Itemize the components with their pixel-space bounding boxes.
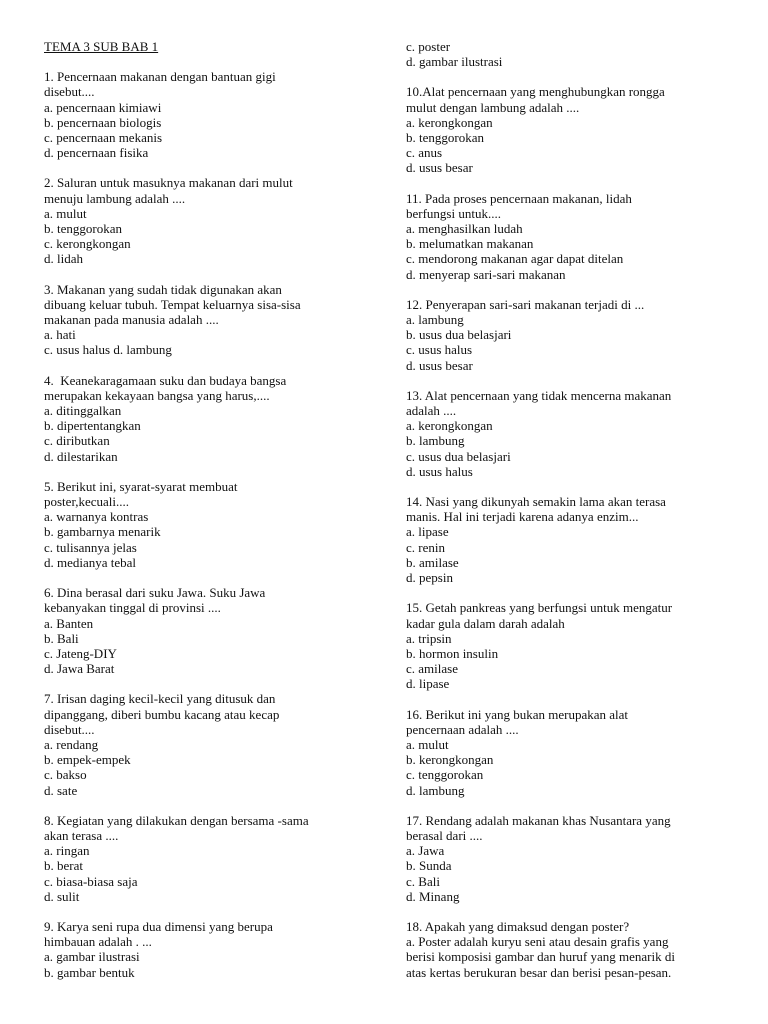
- question-item: [406, 191, 736, 282]
- answer-option: a. Banten: [44, 615, 94, 631]
- question-item: [44, 479, 364, 570]
- answer-option: a. kerongkongan: [406, 114, 493, 130]
- answer-option: c. mendorong makanan agar dapat ditelan: [406, 251, 624, 267]
- answer-option: d. lipase: [406, 676, 450, 692]
- answer-option: d. usus besar: [406, 160, 473, 176]
- answer-option: c. Jateng-DIY: [44, 645, 117, 661]
- answer-option: b. tenggorokan: [44, 221, 122, 237]
- answer-option: a. menghasilkan ludah: [406, 221, 523, 237]
- answer-option: b. berat: [44, 858, 83, 874]
- answer-option: c. Bali: [406, 873, 440, 889]
- answer-option: d. medianya tebal: [44, 554, 137, 570]
- answer-option: a. lambung: [406, 312, 464, 328]
- answer-option: c. bakso: [44, 767, 87, 783]
- question-text: 11. Pada proses pencernaan makanan, lidah berfungsi untuk....: [406, 190, 632, 221]
- answer-option: b. hormon insulin: [406, 645, 499, 661]
- answer-option: a. ditinggalkan: [44, 403, 122, 419]
- answer-option: c. biasa-biasa saja: [44, 873, 138, 889]
- answer-option: b. usus dua belasjari: [406, 327, 512, 343]
- answer-option: d. menyerap sari-sari makanan: [406, 266, 566, 282]
- answer-option: a. ringan: [44, 843, 90, 859]
- answer-option: a. kerongkongan: [406, 418, 493, 434]
- answer-option: a. gambar ilustrasi: [44, 949, 140, 965]
- answer-option: d. sate: [44, 782, 78, 798]
- answer-option: a. pencernaan kimiawi: [44, 99, 162, 115]
- answer-option: b. kerongkongan: [406, 752, 494, 768]
- question-text: 15. Getah pankreas yang berfungsi untuk mengatur kadar gula dalam darah adalah: [406, 600, 673, 631]
- answer-option: c. usus dua belasjari: [406, 448, 511, 464]
- answer-option: d. pepsin: [406, 570, 453, 586]
- answer-option: d. lambung: [406, 782, 465, 798]
- question-item: [406, 813, 736, 904]
- answer-option: a. lipase: [406, 524, 449, 540]
- right-question-list: [406, 84, 736, 979]
- answer-option: a. Poster adalah kuryu seni atau desain grafis yang berisi komposisi gambar dan huruf yang menarik di atas kertas berukuran besar dan berisi pesan-pesan.: [406, 934, 675, 980]
- question-text: 9. Karya seni rupa dua dimensi yang berupa himbauan adalah . ...: [44, 918, 273, 950]
- answer-option: b. lambung: [406, 433, 465, 449]
- answer-option: b. empek-empek: [44, 752, 131, 768]
- question-item: [44, 691, 364, 797]
- answer-option: d. lidah: [44, 251, 83, 267]
- answer-option: b. amilase: [406, 554, 459, 570]
- question-text: 7. Irisan daging kecil-kecil yang ditusuk dan dipanggang, diberi bumbu kacang atau kecap disebut....: [44, 691, 280, 737]
- answer-option: c. kerongkongan: [44, 236, 131, 252]
- answer-option: c. amilase: [406, 661, 458, 677]
- answer-option: a. mulut: [406, 736, 449, 752]
- answer-option: d. Minang: [406, 888, 460, 904]
- answer-option: b. melumatkan makanan: [406, 236, 534, 252]
- answer-option: b. gambarnya menarik: [44, 524, 161, 540]
- answer-option: c. pencernaan mekanis: [44, 130, 163, 146]
- answer-option: c. renin: [406, 539, 445, 555]
- question-item: [406, 919, 736, 980]
- answer-option: d. usus halus: [406, 463, 473, 479]
- answer-option: d. usus besar: [406, 357, 473, 373]
- question-text: 2. Saluran untuk masuknya makanan dari mulut menuju lambung adalah ....: [44, 175, 293, 206]
- answer-option: c. diributkan: [44, 433, 110, 449]
- question-text: 5. Berikut ini, syarat-syarat membuat poster,kecuali....: [44, 478, 238, 510]
- answer-option: b. Bali: [44, 630, 79, 646]
- question-item: [44, 175, 364, 266]
- question-text: 8. Kegiatan yang dilakukan dengan bersama -sama akan terasa ....: [44, 812, 309, 843]
- answer-option: a. Jawa: [406, 843, 445, 859]
- question-9-continuation: [406, 39, 736, 69]
- answer-option: b. dipertentangkan: [44, 418, 141, 434]
- question-item: [406, 600, 736, 691]
- answer-option: b. gambar bentuk: [44, 964, 135, 980]
- question-item: [44, 282, 364, 358]
- document-title: TEMA 3 SUB BAB 1: [44, 39, 159, 54]
- answer-option: c. poster: [406, 39, 451, 54]
- question-text: 10.Alat pencernaan yang menghubungkan rongga mulut dengan lambung adalah ....: [406, 84, 665, 115]
- question-text: 17. Rendang adalah makanan khas Nusantara yang berasal dari ....: [406, 812, 671, 843]
- answer-option: a. hati: [44, 327, 76, 343]
- answer-option: b. Sunda: [406, 858, 452, 874]
- answer-option: c. tulisannya jelas: [44, 539, 137, 555]
- question-item: [406, 297, 736, 373]
- answer-option: a. tripsin: [406, 630, 452, 646]
- question-item: [406, 494, 736, 585]
- question-text: 1. Pencernaan makanan dengan bantuan gigi disebut....: [44, 69, 276, 100]
- answer-option: a. mulut: [44, 205, 87, 221]
- question-text: 14. Nasi yang dikunyah semakin lama akan terasa manis. Hal ini terjadi karena adanya enzim...: [406, 494, 666, 525]
- answer-option: c. usus halus d. lambung: [44, 342, 172, 358]
- answer-option: c. tenggorokan: [406, 767, 484, 783]
- right-column: [406, 0, 736, 995]
- question-item: [44, 585, 364, 676]
- question-text: 4. Keanekaragamaan suku dan budaya bangsa merupakan kekayaan bangsa yang harus,....: [44, 372, 287, 403]
- answer-option: d. Jawa Barat: [44, 661, 115, 677]
- question-item: [406, 84, 736, 175]
- answer-option: c. anus: [406, 145, 443, 161]
- question-item: [44, 919, 364, 980]
- question-text: 16. Berikut ini yang bukan merupakan alat pencernaan adalah ....: [406, 706, 629, 737]
- answer-option: d. pencernaan fisika: [44, 145, 149, 161]
- left-column: [44, 0, 364, 995]
- question-item: [406, 707, 736, 798]
- question-item: [44, 373, 364, 464]
- answer-option: a. rendang: [44, 736, 99, 752]
- answer-option: d. dilestarikan: [44, 448, 118, 464]
- question-text: 12. Penyerapan sari-sari makanan terjadi di ...: [406, 296, 645, 312]
- left-question-list: [44, 69, 364, 980]
- answer-option: d. sulit: [44, 888, 80, 904]
- answer-option: a. warnanya kontras: [44, 509, 149, 525]
- answer-option: d. gambar ilustrasi: [406, 54, 503, 70]
- question-text: 18. Apakah yang dimaksud dengan poster?: [406, 918, 630, 934]
- answer-option: b. tenggorokan: [406, 130, 484, 146]
- question-item: [44, 69, 364, 160]
- answer-option: b. pencernaan biologis: [44, 114, 162, 130]
- answer-option: c. usus halus: [406, 342, 473, 358]
- question-text: 13. Alat pencernaan yang tidak mencerna makanan adalah ....: [406, 387, 672, 419]
- question-item: [44, 813, 364, 904]
- question-text: 3. Makanan yang sudah tidak digunakan akan dibuang keluar tubuh. Tempat keluarnya sisa-sisa makanan pada manusia adalah ....: [44, 281, 301, 328]
- question-item: [406, 388, 736, 479]
- question-text: 6. Dina berasal dari suku Jawa. Suku Jawa kebanyakan tinggal di provinsi ....: [44, 585, 266, 616]
